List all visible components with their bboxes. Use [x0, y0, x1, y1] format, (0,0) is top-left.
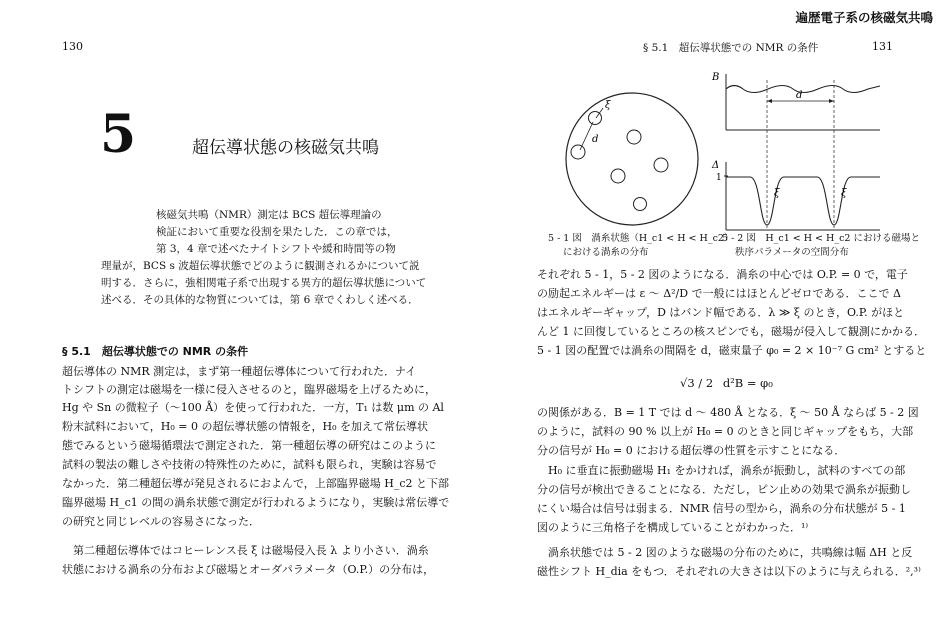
intro-line-4: 理量が，BCS s 波超伝導状態でどのように観測されるかについて説 [101, 260, 420, 272]
running-title: 遍歴電子系の核磁気共鳴 [795, 10, 933, 25]
body-right-line-13: 渦糸状態では 5 - 2 図のような磁場の分布のために，共鳴線は幅 ΔH と反 [537, 546, 913, 559]
page-number-left: 130 [62, 40, 83, 53]
vortex-core [627, 130, 641, 144]
body-right-line-4: んど 1 に回復しているところの核スピンでも，磁場が侵入して観測にかかる． [537, 325, 925, 338]
B-curve [726, 86, 880, 93]
body-left-line-8: 臨界磁場 H_c1 の間の渦糸状態で測定が行われるようになり，実験は常伝導で [62, 496, 450, 509]
body-right-line-7: のように，試料の 90 % 以上が H₀ = 0 のときと同じギャップをもち，大部 [537, 425, 914, 438]
figure-5-2 [710, 70, 885, 235]
sample-circle [566, 93, 698, 225]
xi-label: ξ [774, 188, 780, 199]
xi-label: ξ [841, 188, 847, 199]
d-label: d [592, 134, 599, 145]
intro-line-3: 第 3，4 章で述べたナイトシフトや緩和時間等の物 [156, 243, 396, 255]
equation-rest: d²B = φ₀ [722, 376, 773, 390]
figure-5-1 [558, 92, 708, 227]
body-left-line-1: 超伝導体の NMR 測定は，まず第一種超伝導体について行われた．ナイ [62, 365, 417, 378]
body-right-line-8: 分の信号が H₀ = 0 における超伝導の性質を示すことになる． [537, 444, 846, 457]
fig1-caption-line-1: 5 - 1 図 渦糸状態（H_c1 < H < H_c2） [548, 233, 734, 244]
body-left-line-7: なかった．第二種超伝導が発見されるにおよんで，上部臨界磁場 H_c2 と下部 [62, 477, 450, 490]
body-left-line-3: Hg や Sn の微粒子（～100 Å）を使って行われた．一方，T₁ は数 μm の Al [62, 401, 444, 414]
intro-line-1: 核磁気共鳴（NMR）測定は BCS 超伝導理論の [156, 209, 382, 221]
fig1-caption-line-2: における渦糸の分布 [563, 247, 649, 258]
body-right-line-3: はエネルギーギャップ，D はバンド幅である．λ ≫ ξ のとき，O.P. がほと [537, 306, 905, 319]
xi-label: ξ [605, 100, 611, 111]
body-right-line-6: の関係がある．B = 1 T では d ～ 480 Å となる．ξ ～ 50 Å ならば 5 - 2 図 [537, 406, 919, 419]
body-right-line-5: 5 - 1 図の配置では渦糸の間隔を d，磁束量子 φ₀ = 2 × 10⁻⁷ G cm² とすると [537, 344, 927, 357]
d-arrowhead [767, 99, 772, 103]
B-label: B [712, 72, 720, 83]
intro-line-5: 明する．さらに，強相関電子系で出現する異方的超伝導状態について [101, 277, 427, 289]
d-label: d [796, 90, 803, 101]
fig2-caption-line-1: 5 - 2 図 H_c1 < H < H_c2 における磁場と [722, 233, 920, 244]
body-right-line-11: にくい場合は信号は弱まる．NMR 信号の型から，渦糸の分布状態が 5 - 1 [537, 502, 906, 515]
intro-line-6: 述べる．その具体的な物質については，第 6 章でくわしく述べる． [101, 294, 419, 306]
body-right-line-12: 図のように三角格子を構成していることがわかった．¹⁾ [537, 521, 809, 534]
chapter-title: 超伝導状態の核磁気共鳴 [192, 138, 379, 158]
body-right-line-10: 分の信号が検出できることになる．ただし，ピン止めの効果で渦糸が振動し [537, 483, 911, 496]
vortex-core [571, 145, 585, 159]
delta-curve [726, 177, 880, 225]
equation [680, 376, 773, 390]
chapter-number: 5 [100, 104, 137, 165]
vortex-core [654, 158, 668, 172]
body-right-line-9: H₀ に垂直に振動磁場 H₁ をかければ，渦糸が振動し，試料のすべての部 [537, 464, 906, 477]
body-left-line-4: 粉末試料において，H₀ = 0 の超伝導状態の情報を，H₀ を加えて常伝導状 [62, 420, 428, 433]
body-left-line-5: 態でみるという磁場循環法で測定された．第一種超伝導の研究はこのように [62, 439, 436, 452]
body-left-line-9: の研究と同じレベルの容易さになった． [62, 515, 260, 528]
body-right-line-2: の励起エネルギーは ε ～ Δ²/D で一般にはほとんどゼロである．ここで Δ [537, 287, 902, 300]
running-head-right: § 5.1 超伝導状態での NMR の条件 [643, 42, 819, 54]
body-left-line-6: 試料の製法の難しさや技術の特殊性のために，試料も限られ，実験は容易で [62, 458, 437, 471]
delta-label: Δ [712, 160, 720, 171]
vortex-core [611, 169, 625, 183]
xi-arrow [596, 108, 603, 118]
d-arrowhead [829, 99, 834, 103]
fig2-caption-line-2: 秩序パラメータの空間分布 [735, 247, 849, 258]
one-label: 1 [716, 173, 722, 183]
vortex-core [634, 198, 647, 211]
body-left-line-2: トシフトの測定は磁場を一様に侵入させるのと，臨界磁場を上げるために， [62, 383, 436, 396]
body-right-line-14: 磁性シフト H_dia をもつ．それぞれの大きさは以下のように与えられる．²,³⁾ [537, 565, 921, 578]
equation-fraction: √3 / 2 [680, 376, 714, 390]
intro-line-2: 検証において重要な役割を果たした．この章では， [156, 226, 398, 238]
body-left-line-10: 第二種超伝導体ではコヒーレンス長 ξ は磁場侵入長 λ より小さい．渦糸 [62, 544, 429, 557]
body-right-line-1: それぞれ 5 - 1，5 - 2 図のようになる．渦糸の中心では O.P. = 0 で，電子 [537, 268, 908, 281]
body-left-line-11: 状態における渦糸の分布および磁場とオーダパラメータ（O.P.）の分布は， [62, 563, 435, 576]
section-title: § 5.1 超伝導状態での NMR の条件 [62, 345, 249, 358]
page-number-right: 131 [872, 40, 893, 53]
